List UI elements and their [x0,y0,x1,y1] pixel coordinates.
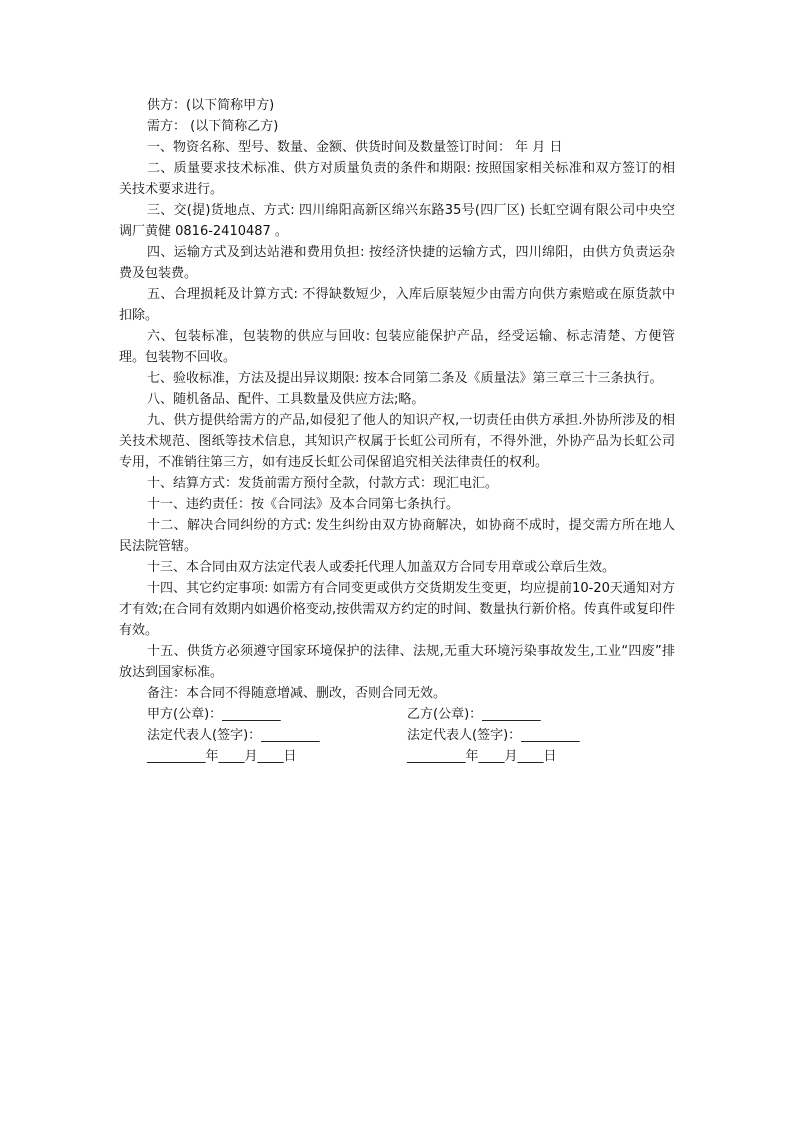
party-a-representative: 法定代表人(签字)：_________ [147,728,320,743]
clause-15: 十五、供货方必须遵守国家环境保护的法律、法规,无重大环境污染事故发生,工业“四废”排放达到国家标准。 [119,644,675,680]
clause-12: 十二、解决合同纠纷的方式: 发生纠纷由双方协商解决，如协商不成时，提交需方所在地人民法院管辖。 [119,518,675,554]
clause-5: 五、合理损耗及计算方式: 不得缺数短少，入库后原装短少由需方向供方索赔或在原货款中扣除。 [119,287,675,323]
clause-2: 二、质量要求技术标准、供方对质量负责的条件和期限: 按照国家相关标准和双方签订的相关技术要求进行。 [119,161,675,197]
clause-11: 十一、违约责任：按《合同法》及本合同第七条执行。 [147,497,460,512]
clause-10: 十、结算方式：发货前需方预付全款，付款方式：现汇电汇。 [147,476,499,491]
remark: 备注：本合同不得随意增减、删改，否则合同无效。 [147,686,447,701]
contract-document [119,95,675,767]
clause-3: 三、交(提)货地点、方式: 四川绵阳高新区绵兴东路35号(四厂区) 长虹空调有限公司中央空调厂黄健 0816-2410487 。 [119,203,675,239]
signature-date-row [119,746,675,767]
clause-1: 一、物资名称、型号、数量、金额、供货时间及数量签订时间： 年 月 日 [147,140,563,155]
clause-8: 八、随机备品、配件、工具数量及供应方法;略。 [147,392,425,407]
clause-14: 十四、其它约定事项: 如需方有合同变更或供方交货期发生变更，均应提前10-20天通知对方才有效;在合同有效期内如遇价格变动,按供需双方约定的时间、数量执行新价格。传真件或复印件有效。 [119,581,675,638]
clause-buyer: 需方： (以下简称乙方) [147,119,279,134]
clause-6: 六、包装标准，包装物的供应与回收: 包装应能保护产品，经受运输、标志清楚、方便管理。包装物不回收。 [119,329,675,365]
party-a-date: _________年____月____日 [147,749,297,764]
clause-supplier: 供方：(以下简称甲方) [147,98,275,113]
clause-7: 七、验收标准，方法及提出异议期限: 按本合同第二条及《质量法》第三章三十三条执行。 [147,371,663,386]
clause-4: 四、运输方式及到达站港和费用负担: 按经济快捷的运输方式，四川绵阳，由供方负责运杂费及包装费。 [119,245,675,281]
clause-13: 十三、本合同由双方法定代表人或委托代理人加盖双方合同专用章或公章后生效。 [147,560,616,575]
party-b-representative: 法定代表人(签字)：_________ [407,728,580,743]
party-a-seal: 甲方(公章)：_________ [147,707,281,722]
clause-9: 九、供方提供给需方的产品,如侵犯了他人的知识产权,一切责任由供方承担.外协所涉及的相关技术规范、图纸等技术信息，其知识产权属于长虹公司所有，不得外泄，外协产品为长虹公司专用，不准销往第三方，如有违反长虹公司保留追究相关法律责任的权利。 [119,413,675,470]
party-b-date: _________年____月____日 [407,749,557,764]
signature-seal-row [119,704,675,725]
signature-rep-row [119,725,675,746]
party-b-seal: 乙方(公章)：_________ [407,707,541,722]
